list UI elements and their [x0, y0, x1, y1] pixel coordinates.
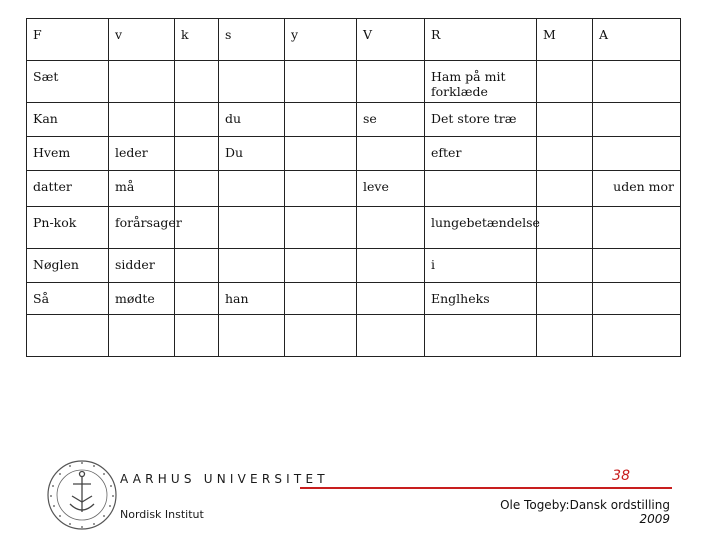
author-credit — [410, 498, 670, 526]
cell-A — [593, 315, 681, 357]
cell-y — [285, 315, 357, 357]
cell-F: Så — [27, 283, 109, 315]
cell-V — [357, 137, 425, 171]
cell-k — [175, 103, 219, 137]
cell-s — [219, 171, 285, 207]
cell-s — [219, 61, 285, 103]
cell-s — [219, 249, 285, 283]
cell-v: mødte — [109, 283, 175, 315]
footer-divider — [300, 487, 672, 489]
column-header-A: A — [593, 19, 681, 61]
page-number: 38 — [612, 468, 630, 484]
cell-s: du — [219, 103, 285, 137]
column-header-R: R — [425, 19, 537, 61]
table-row — [27, 315, 681, 357]
cell-F: datter — [27, 171, 109, 207]
column-header-V: V — [357, 19, 425, 61]
cell-M — [537, 315, 593, 357]
sentence-position-table — [26, 18, 681, 357]
table-row — [27, 137, 681, 171]
cell-R: i — [425, 249, 537, 283]
cell-s — [219, 207, 285, 249]
cell-v — [109, 103, 175, 137]
cell-k — [175, 171, 219, 207]
cell-s: han — [219, 283, 285, 315]
table-row — [27, 103, 681, 137]
cell-A — [593, 207, 681, 249]
column-header-M: M — [537, 19, 593, 61]
table-row — [27, 61, 681, 103]
column-header-v: v — [109, 19, 175, 61]
cell-A — [593, 61, 681, 103]
credit-year: 2009 — [639, 512, 670, 526]
cell-k — [175, 283, 219, 315]
cell-V — [357, 315, 425, 357]
cell-F: Sæt — [27, 61, 109, 103]
cell-s: Du — [219, 137, 285, 171]
credit-line: Ole Togeby:Dansk ordstilling — [500, 498, 670, 512]
column-header-F: F — [27, 19, 109, 61]
cell-V — [357, 283, 425, 315]
cell-R — [425, 171, 537, 207]
cell-k — [175, 315, 219, 357]
cell-v: forårsager — [109, 207, 175, 249]
cell-y — [285, 171, 357, 207]
cell-R — [425, 315, 537, 357]
cell-y — [285, 249, 357, 283]
cell-y — [285, 137, 357, 171]
cell-R: Englheks — [425, 283, 537, 315]
table-row — [27, 207, 681, 249]
cell-V: se — [357, 103, 425, 137]
cell-v: må — [109, 171, 175, 207]
column-header-y: y — [285, 19, 357, 61]
cell-v — [109, 315, 175, 357]
cell-F — [27, 315, 109, 357]
cell-s — [219, 315, 285, 357]
cell-M — [537, 137, 593, 171]
cell-M — [537, 171, 593, 207]
cell-V — [357, 207, 425, 249]
column-header-k: k — [175, 19, 219, 61]
cell-y — [285, 103, 357, 137]
institute-name: Nordisk Institut — [120, 508, 204, 521]
column-header-s: s — [219, 19, 285, 61]
cell-R: lungebetændelse — [425, 207, 537, 249]
cell-y — [285, 283, 357, 315]
cell-M — [537, 103, 593, 137]
cell-v — [109, 61, 175, 103]
cell-k — [175, 137, 219, 171]
cell-M — [537, 61, 593, 103]
cell-M — [537, 207, 593, 249]
table-row — [27, 249, 681, 283]
cell-R: Ham på mit forklæde — [425, 61, 537, 103]
cell-M — [537, 249, 593, 283]
cell-A — [593, 249, 681, 283]
university-name: AARHUS UNIVERSITET — [120, 472, 329, 486]
cell-A — [593, 103, 681, 137]
cell-y — [285, 61, 357, 103]
cell-F: Nøglen — [27, 249, 109, 283]
cell-F: Hvem — [27, 137, 109, 171]
cell-A — [593, 283, 681, 315]
aarhus-university-seal-icon — [40, 456, 124, 534]
cell-k — [175, 249, 219, 283]
table-row — [27, 283, 681, 315]
header-row — [27, 19, 681, 61]
cell-k — [175, 61, 219, 103]
cell-A: uden mor — [593, 171, 681, 207]
cell-F: Pn-kok — [27, 207, 109, 249]
table-row — [27, 171, 681, 207]
cell-V — [357, 249, 425, 283]
cell-R: efter — [425, 137, 537, 171]
cell-v: leder — [109, 137, 175, 171]
cell-A — [593, 137, 681, 171]
cell-F: Kan — [27, 103, 109, 137]
cell-V — [357, 61, 425, 103]
cell-M — [537, 283, 593, 315]
cell-R: Det store træ — [425, 103, 537, 137]
cell-y — [285, 207, 357, 249]
cell-v: sidder — [109, 249, 175, 283]
cell-V: leve — [357, 171, 425, 207]
